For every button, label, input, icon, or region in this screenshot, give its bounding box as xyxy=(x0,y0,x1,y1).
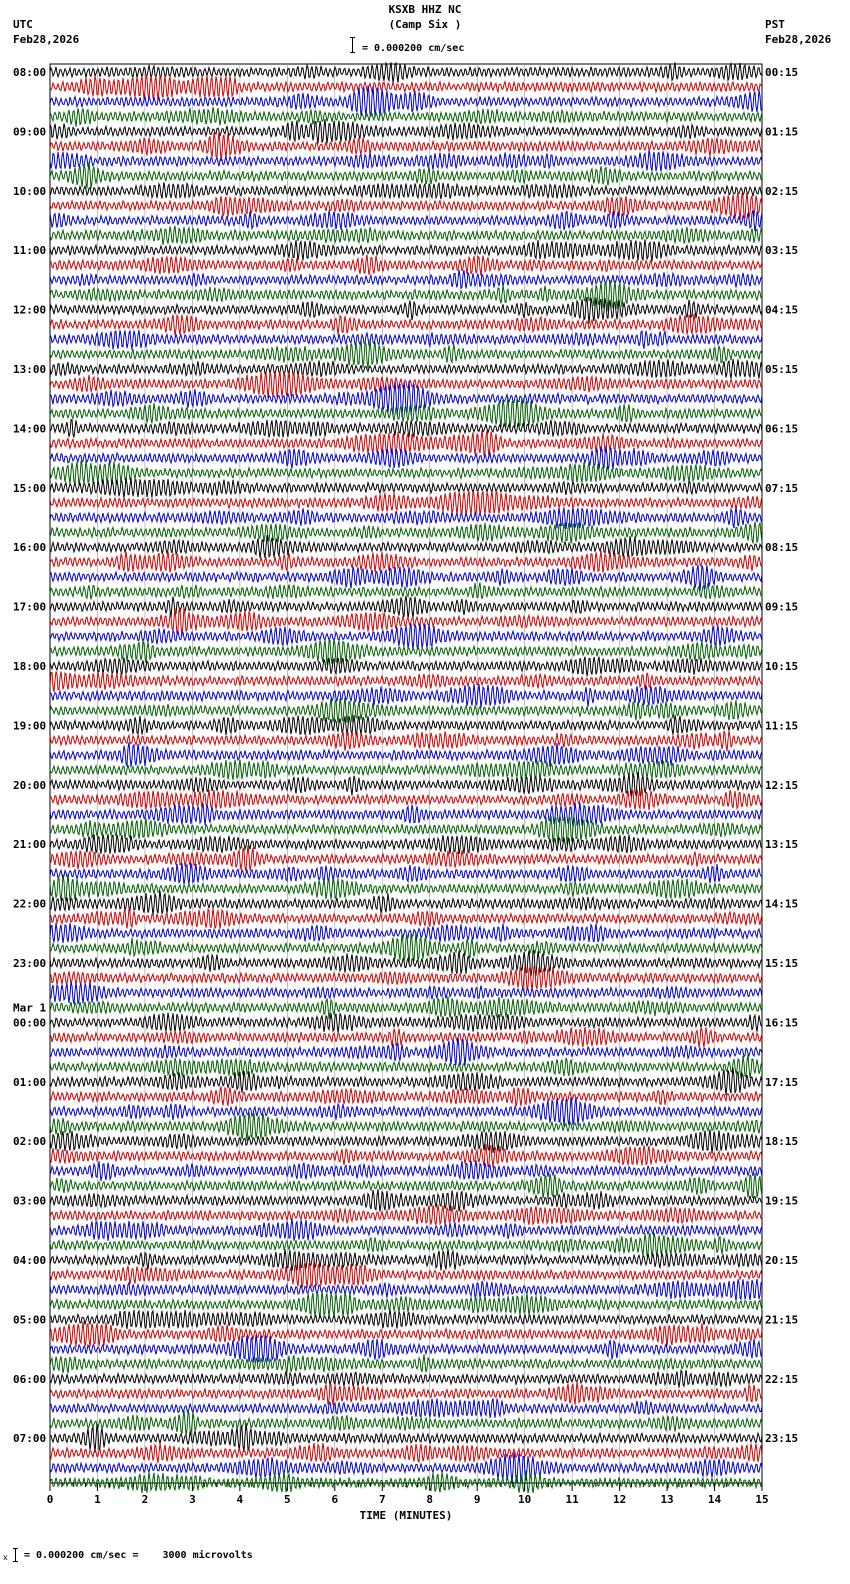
utc-hour-label: 09:00 xyxy=(13,125,47,139)
seismic-trace xyxy=(50,607,762,636)
utc-hour-label: 12:00 xyxy=(13,303,47,317)
utc-hour-label: 01:00 xyxy=(13,1075,47,1089)
x-tick-label: 2 xyxy=(141,1493,149,1506)
utc-hour-label: 08:00 xyxy=(13,66,47,79)
pst-hour-label: 22:15 xyxy=(765,1372,799,1386)
seismic-trace xyxy=(50,297,762,324)
utc-hour-label: 23:00 xyxy=(13,957,47,970)
seismic-trace xyxy=(50,62,762,83)
utc-hour-label: 05:00 xyxy=(13,1313,47,1327)
seismic-trace xyxy=(50,150,762,172)
seismic-trace xyxy=(50,314,762,336)
seismic-trace xyxy=(50,623,762,650)
pst-hour-label: 16:15 xyxy=(765,1016,799,1030)
x-tick-label: 4 xyxy=(236,1493,244,1506)
pst-hour-label: 06:15 xyxy=(765,422,799,436)
pst-hour-label: 00:15 xyxy=(765,66,799,79)
seismic-trace xyxy=(50,522,762,544)
seismic-trace xyxy=(50,1189,762,1212)
seismic-trace xyxy=(50,845,762,871)
utc-hour-label: 11:00 xyxy=(13,244,47,258)
seismic-trace xyxy=(50,226,762,245)
seismic-trace xyxy=(50,239,762,261)
seismic-trace xyxy=(50,1087,762,1107)
pst-hour-label: 10:15 xyxy=(765,660,799,673)
seismic-trace xyxy=(50,760,762,780)
utc-hour-label: 07:00 xyxy=(13,1432,47,1446)
utc-hour-label: 03:00 xyxy=(13,1194,47,1208)
seismic-trace xyxy=(50,270,762,289)
date-change-label: Mar 1 xyxy=(13,1001,47,1015)
x-tick-label: 10 xyxy=(518,1493,532,1506)
x-tick-label: 13 xyxy=(660,1493,674,1506)
svg-text:x: x xyxy=(3,1553,8,1562)
seismic-trace xyxy=(50,874,762,902)
seismic-trace xyxy=(50,478,762,498)
seismic-trace xyxy=(50,461,762,486)
seismic-trace xyxy=(50,1335,762,1363)
x-tick-label: 11 xyxy=(565,1493,579,1506)
pst-hour-label: 17:15 xyxy=(765,1075,799,1089)
seismic-trace xyxy=(50,863,762,884)
x-tick-label: 5 xyxy=(284,1493,291,1506)
utc-hour-label: 19:00 xyxy=(13,719,47,733)
station-location: (Camp Six ) xyxy=(388,18,462,31)
seismic-trace xyxy=(50,107,762,127)
footer-scale-icon xyxy=(3,1546,19,1562)
seismic-trace xyxy=(50,1027,762,1048)
utc-hour-label: 00:00 xyxy=(13,1016,47,1030)
seismic-trace xyxy=(50,419,762,437)
scale-text: = 0.000200 cm/sec xyxy=(362,43,465,54)
seismic-trace xyxy=(50,772,762,796)
pst-hour-label: 14:15 xyxy=(765,897,799,911)
seismic-trace xyxy=(50,657,762,677)
x-tick-label: 1 xyxy=(94,1493,101,1506)
seismic-trace xyxy=(50,1055,762,1079)
utc-hour-label: 17:00 xyxy=(13,600,47,614)
pst-hour-label: 08:15 xyxy=(765,541,799,555)
utc-hour-label: 06:00 xyxy=(13,1372,47,1386)
x-tick-label: 8 xyxy=(426,1493,434,1506)
utc-hour-label: 04:00 xyxy=(13,1254,47,1267)
seismic-trace xyxy=(50,684,762,708)
seismic-trace xyxy=(50,550,762,572)
seismic-trace xyxy=(50,1309,762,1329)
utc-hour-label: 22:00 xyxy=(13,897,47,911)
utc-hour-label: 02:00 xyxy=(13,1135,47,1149)
seismic-trace xyxy=(50,1097,762,1126)
pst-hour-label: 18:15 xyxy=(765,1135,799,1149)
seismic-trace xyxy=(50,1370,762,1387)
seismic-trace xyxy=(50,1233,762,1258)
seismic-trace xyxy=(50,802,762,826)
utc-hour-label: 14:00 xyxy=(13,422,47,436)
utc-hour-label: 16:00 xyxy=(13,541,47,555)
utc-hour-label: 13:00 xyxy=(13,363,47,376)
x-tick-label: 7 xyxy=(378,1493,386,1506)
seismic-trace xyxy=(50,788,762,810)
x-tick-label: 12 xyxy=(612,1493,627,1506)
station-title: KSXB HHZ NC xyxy=(388,3,462,16)
pst-hour-label: 15:15 xyxy=(765,957,799,970)
seismic-trace xyxy=(50,715,762,736)
pst-hour-label: 21:15 xyxy=(765,1313,799,1327)
seismic-trace xyxy=(50,996,762,1019)
seismic-trace xyxy=(50,1354,762,1373)
seismic-trace xyxy=(50,1410,762,1436)
pst-hour-label: 13:15 xyxy=(765,838,799,852)
seismic-trace xyxy=(50,1161,762,1181)
x-tick-label: 14 xyxy=(707,1493,722,1506)
pst-hour-label: 11:15 xyxy=(765,719,799,733)
pst-hour-label: 09:15 xyxy=(765,600,799,614)
seismic-trace xyxy=(50,1144,762,1168)
x-tick-label: 9 xyxy=(473,1493,481,1506)
pst-hour-label: 20:15 xyxy=(765,1254,799,1267)
x-tick-label: 3 xyxy=(189,1493,196,1506)
seismic-trace xyxy=(50,330,762,349)
seismic-trace xyxy=(50,891,762,916)
pst-hour-label: 19:15 xyxy=(765,1194,799,1208)
seismic-trace xyxy=(50,210,762,231)
pst-hour-label: 05:15 xyxy=(765,363,799,376)
seismic-trace xyxy=(50,1471,762,1493)
x-tick-label: 6 xyxy=(331,1493,339,1506)
seismic-trace xyxy=(50,1443,762,1463)
utc-hour-label: 18:00 xyxy=(13,660,47,673)
utc-hour-label: 21:00 xyxy=(13,838,47,852)
seismic-trace xyxy=(50,507,762,529)
seismic-trace xyxy=(50,1382,762,1405)
seismic-trace xyxy=(50,119,762,144)
utc-hour-label: 15:00 xyxy=(13,481,47,495)
seismic-trace xyxy=(50,834,762,854)
left-date: Feb28,2026 xyxy=(13,33,80,46)
right-date: Feb28,2026 xyxy=(765,33,832,46)
pst-hour-label: 07:15 xyxy=(765,481,799,495)
pst-hour-label: 01:15 xyxy=(765,125,799,139)
utc-hour-label: 20:00 xyxy=(13,778,47,792)
pst-hour-label: 03:15 xyxy=(765,244,799,258)
seismic-trace xyxy=(50,1249,762,1271)
seismic-trace xyxy=(50,966,762,991)
seismic-trace xyxy=(50,371,762,399)
seismic-trace xyxy=(50,950,762,976)
seismic-trace xyxy=(50,535,762,558)
seismic-trace xyxy=(50,697,762,723)
seismic-trace xyxy=(50,1399,762,1418)
pst-hour-label: 12:15 xyxy=(765,778,799,792)
seismic-trace xyxy=(50,1130,762,1154)
utc-hour-label: 10:00 xyxy=(13,184,47,198)
seismic-trace xyxy=(50,359,762,379)
x-axis-label: TIME (MINUTES) xyxy=(359,1509,453,1522)
x-tick-label: 0 xyxy=(46,1493,54,1506)
seismic-trace xyxy=(50,596,762,619)
left-timezone: UTC xyxy=(13,18,33,31)
seismic-trace xyxy=(50,982,762,1005)
x-tick-label: 15 xyxy=(755,1493,769,1506)
seismic-trace xyxy=(50,182,762,199)
seismic-trace xyxy=(50,742,762,767)
pst-hour-label: 04:15 xyxy=(765,303,799,317)
pst-hour-label: 02:15 xyxy=(765,184,799,198)
pst-hour-label: 23:15 xyxy=(765,1432,799,1446)
footer-scale-text: = 0.000200 cm/sec = 3000 microvolts xyxy=(24,1550,253,1561)
right-timezone: PST xyxy=(765,18,785,31)
